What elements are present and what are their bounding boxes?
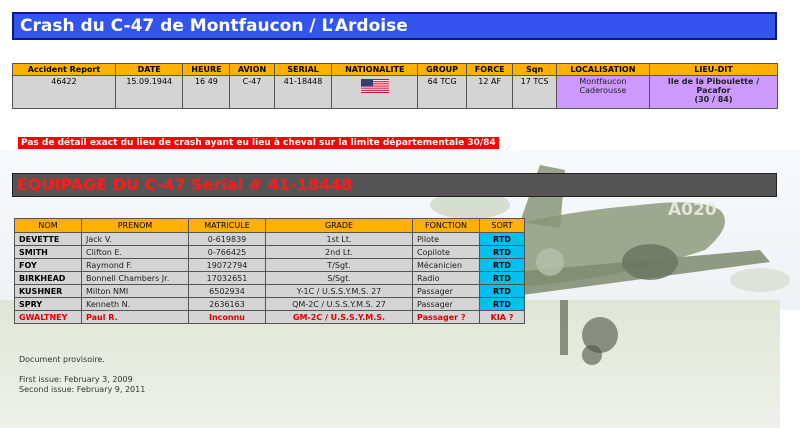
lieu-dit-line-2: Pacafor [696, 86, 731, 95]
col-accident-report: Accident Report [13, 64, 116, 76]
crew-row [15, 246, 525, 259]
date-value: 15.09.1944 [115, 76, 183, 109]
crew-fonction: Mécanicien [413, 259, 480, 272]
crew-prenom: Milton NMI [82, 285, 189, 298]
crew-nom: GWALTNEY [15, 311, 82, 324]
accident-table-row [13, 76, 778, 109]
crew-title: EQUIPAGE DU C-47 Serial # 41-18448 [17, 175, 353, 194]
crew-grade: Y-1C / U.S.S.Y.M.S. 27 [266, 285, 413, 298]
col-sort: SORT [480, 219, 525, 233]
crew-sort: RTD [480, 246, 525, 259]
plane-marking-label: A020 [668, 200, 717, 220]
col-force: FORCE [467, 64, 513, 76]
crew-prenom: Clifton E. [82, 246, 189, 259]
col-fonction: FONCTION [413, 219, 480, 233]
col-lieu-dit: LIEU-DIT [649, 64, 777, 76]
crew-row [15, 233, 525, 246]
crew-table-header [15, 219, 525, 233]
force-value: 12 AF [467, 76, 513, 109]
col-matricule: MATRICULE [189, 219, 266, 233]
us-flag-icon [361, 79, 389, 93]
page-title-bar [12, 12, 777, 40]
crew-nom: SPRY [15, 298, 82, 311]
col-date: DATE [115, 64, 183, 76]
crew-prenom: Paul R. [82, 311, 189, 324]
lieu-dit-line-1: Ile de la Piboulette / [667, 77, 760, 86]
crew-grade: 2nd Lt. [266, 246, 413, 259]
page-title: Crash du C-47 de Montfaucon / L’Ardoise [20, 16, 408, 36]
crew-nom: FOY [15, 259, 82, 272]
crew-sort: RTD [480, 298, 525, 311]
crew-nom: SMITH [15, 246, 82, 259]
crew-nom: BIRKHEAD [15, 272, 82, 285]
crew-nom: KUSHNER [15, 285, 82, 298]
provisional-note: Document provisoire. [19, 355, 105, 364]
crew-sort: RTD [480, 233, 525, 246]
crew-matricule: Inconnu [189, 311, 266, 324]
crew-matricule: 0-619839 [189, 233, 266, 246]
crew-fonction: Radio [413, 272, 480, 285]
crew-nom: DEVETTE [15, 233, 82, 246]
crew-matricule: 6502934 [189, 285, 266, 298]
accident-report-value: 46422 [13, 76, 116, 109]
col-group: GROUP [418, 64, 467, 76]
crew-sort: KIA ? [480, 311, 525, 324]
col-serial: SERIAL [274, 64, 332, 76]
aircraft-value: C-47 [230, 76, 274, 109]
nationality-cell [332, 76, 418, 109]
crew-row [15, 272, 525, 285]
crew-matricule: 2636163 [189, 298, 266, 311]
second-issue-note: Second issue: February 9, 2011 [19, 385, 146, 394]
crew-row [15, 285, 525, 298]
crew-prenom: Jack V. [82, 233, 189, 246]
serial-value: 41-18448 [274, 76, 332, 109]
col-prenom: PRENOM [82, 219, 189, 233]
crew-grade: QM-2C / U.S.S.Y.M.S. 27 [266, 298, 413, 311]
crew-title-bar [12, 173, 777, 197]
lieu-dit-value [649, 76, 777, 109]
col-avion: AVION [230, 64, 274, 76]
first-issue-note: First issue: February 3, 2009 [19, 375, 133, 384]
col-grade: GRADE [266, 219, 413, 233]
lieu-dit-line-3: (30 / 84) [694, 95, 733, 104]
crew-grade: GM-2C / U.S.S.Y.M.S. [266, 311, 413, 324]
crew-fonction: Pilote [413, 233, 480, 246]
col-heure: HEURE [183, 64, 230, 76]
crew-grade: 1st Lt. [266, 233, 413, 246]
crew-fonction: Passager ? [413, 311, 480, 324]
localisation-line-1: Montfaucon [579, 77, 627, 86]
crew-sort: RTD [480, 259, 525, 272]
crew-fonction: Passager [413, 298, 480, 311]
col-sqn: Sqn [513, 64, 557, 76]
crew-matricule: 17032651 [189, 272, 266, 285]
crew-grade: T/Sgt. [266, 259, 413, 272]
crash-location-note: Pas de détail exact du lieu de crash ayant eu lieu à cheval sur la limite départementale 30/84 [18, 137, 499, 149]
crew-prenom: Kenneth N. [82, 298, 189, 311]
time-value: 16 49 [183, 76, 230, 109]
localisation-value [556, 76, 649, 109]
accident-table-header [13, 64, 778, 76]
crew-table [14, 218, 525, 324]
crew-prenom: Raymond F. [82, 259, 189, 272]
col-nationalite: NATIONALITE [332, 64, 418, 76]
crew-prenom: Bonnell Chambers Jr. [82, 272, 189, 285]
localisation-line-2: Caderousse [579, 86, 627, 95]
crew-grade: S/Sgt. [266, 272, 413, 285]
crew-matricule: 19072794 [189, 259, 266, 272]
crew-sort: RTD [480, 285, 525, 298]
crew-fonction: Passager [413, 285, 480, 298]
crew-fonction: Copilote [413, 246, 480, 259]
crew-row [15, 298, 525, 311]
crew-matricule: 0-766425 [189, 246, 266, 259]
accident-table [12, 63, 778, 109]
crew-row [15, 311, 525, 324]
crew-row [15, 259, 525, 272]
col-localisation: LOCALISATION [556, 64, 649, 76]
document-notes [19, 355, 145, 395]
col-nom: NOM [15, 219, 82, 233]
sqn-value: 17 TCS [513, 76, 557, 109]
crew-sort: RTD [480, 272, 525, 285]
group-value: 64 TCG [418, 76, 467, 109]
